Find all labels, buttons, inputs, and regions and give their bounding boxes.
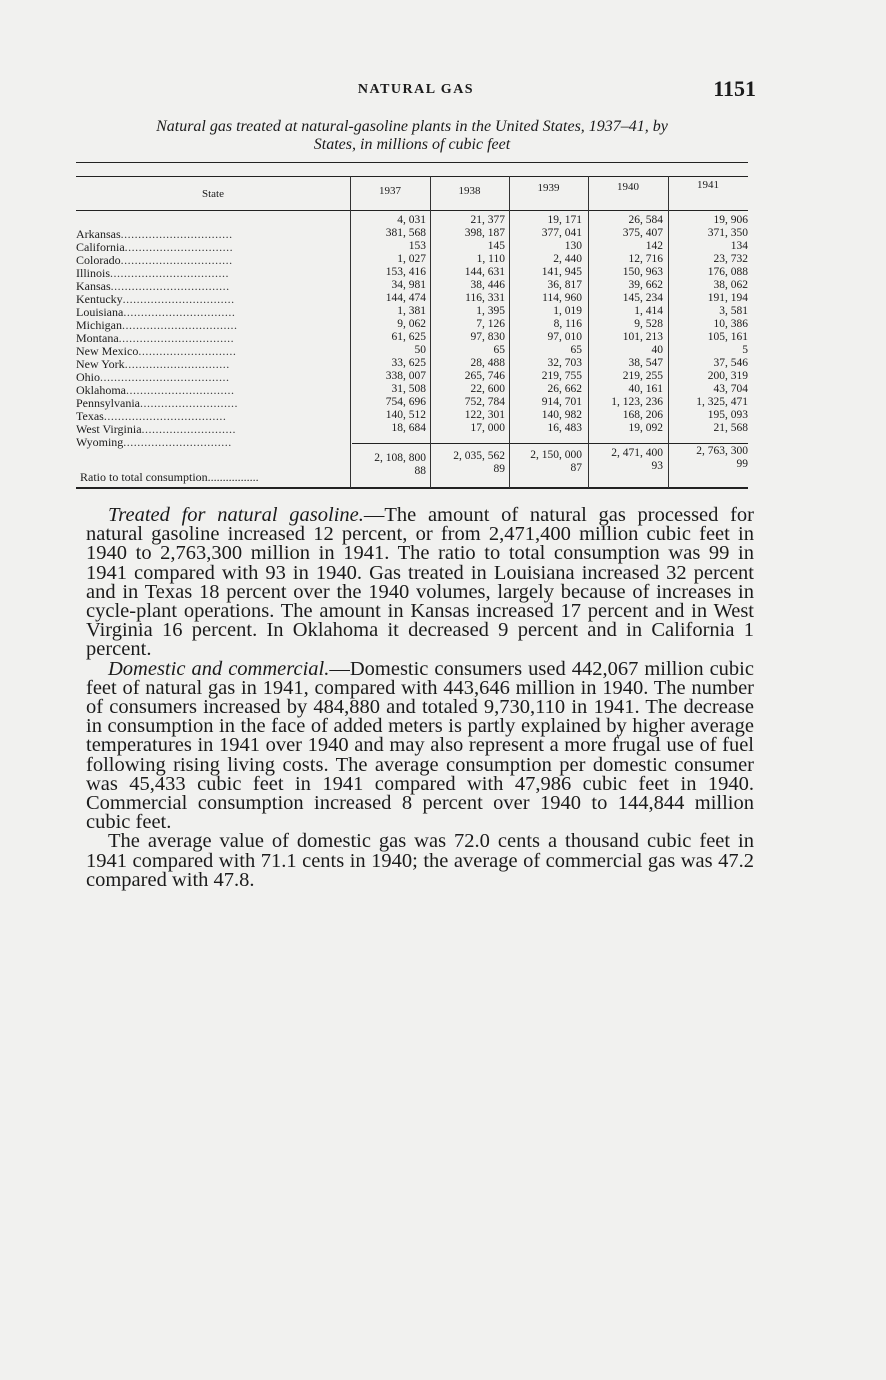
table-cell: 140, 982 [541, 409, 582, 421]
table-cell: 752, 784 [464, 396, 505, 408]
table-cell: 145, 234 [622, 292, 663, 304]
table-cell: 142 [645, 240, 663, 252]
table-cell: 31, 508 [391, 383, 426, 395]
table-cell: 19, 092 [628, 422, 663, 434]
state-name: New Mexico [76, 345, 139, 358]
table-cell: 398, 187 [464, 227, 505, 239]
state-row: Louisiana................................ [76, 306, 236, 319]
table-cell: 40 [651, 344, 663, 356]
state-row: Texas................................... [76, 410, 227, 423]
state-name: Montana [76, 332, 119, 345]
table-cell: 105, 161 [707, 331, 748, 343]
table-cell: 176, 088 [707, 266, 748, 278]
table-cell: 26, 584 [628, 214, 663, 226]
paragraph-text: The average value of domestic gas was 72.0 cents a thousand cubic feet in 1941 compared with 71.1 cents in 1940; the average of commercial gas was 47.2 compared with 47.8. [86, 830, 754, 891]
table-cell: 10, 386 [713, 318, 748, 330]
table-cell: 28, 488 [470, 357, 505, 369]
table-cell: 65 [570, 344, 582, 356]
table-cell: 17, 000 [470, 422, 505, 434]
table-cell: 195, 093 [707, 409, 748, 421]
table-cell: 22, 600 [470, 383, 505, 395]
table-cell: 377, 041 [541, 227, 582, 239]
state-name: Arkansas [76, 228, 121, 241]
table-bottom-rule [76, 487, 748, 489]
table-cell: 134 [730, 240, 748, 252]
state-row: Colorado................................ [76, 254, 233, 267]
table-cell: 1, 019 [553, 305, 582, 317]
state-name: Louisiana [76, 306, 124, 319]
year-header-1938: 1938 [458, 185, 481, 197]
table-cell: 141, 945 [541, 266, 582, 278]
state-name: Illinois [76, 267, 111, 280]
table-cell: 4, 031 [397, 214, 426, 226]
table-cell: 97, 010 [547, 331, 582, 343]
table-cell: 7, 126 [476, 318, 505, 330]
state-row: Michigan................................. [76, 319, 238, 332]
table-cell: 200, 319 [707, 370, 748, 382]
table-cell: 1, 414 [634, 305, 663, 317]
ratio-label-text: Ratio to total consumption [80, 470, 208, 484]
year-header-1940: 1940 [617, 181, 639, 193]
ratio-label: Ratio to total consumption................. [80, 470, 259, 484]
paragraph-text: —Domestic consumers used 442,067 million cubic feet of natural gas in 1941, compared with 443,646 million in 1940. The number of consumers increased by 484,880 and totaled 9,730,110 in 1941. The decrease in consumption in the face of added meters is partly explained by higher average temperatures in 1941 over 1940 and may also represent a more frugal use of fuel following rising living costs. The average consumption per domestic consumer was 45,433 cubic feet in 1941 compared with 47,986 cubic feet in 1940. Commercial consumption increased 8 percent over 1940 to 144,844 million cubic feet. [86, 657, 754, 834]
table-cell: 38, 446 [470, 279, 505, 291]
table-cell: 338, 007 [385, 370, 426, 382]
state-row: New Mexico............................ [76, 345, 237, 358]
state-name: Colorado [76, 254, 121, 267]
state-name: Pennsylvania [76, 397, 140, 410]
header-top-rule [76, 176, 748, 177]
table-cell: 754, 696 [385, 396, 426, 408]
paragraph-average-value [86, 832, 754, 890]
table-cell: 65 [493, 344, 505, 356]
table-cell: 50 [414, 344, 426, 356]
state-row: California............................... [76, 241, 234, 254]
table-cell: 191, 194 [707, 292, 748, 304]
paragraph-natural-gasoline [86, 506, 754, 660]
table-cell: 1, 110 [476, 253, 505, 265]
table-cell: 371, 350 [707, 227, 748, 239]
table-cell: 43, 704 [713, 383, 748, 395]
state-row: Kentucky................................ [76, 293, 235, 306]
table-cell: 18, 684 [391, 422, 426, 434]
state-name: Kansas [76, 280, 111, 293]
state-column [76, 228, 352, 449]
state-row: Wyoming............................... [76, 436, 232, 449]
table-cell: 375, 407 [622, 227, 663, 239]
running-title: NATURAL GAS [357, 82, 475, 97]
state-name: West Virginia [76, 423, 142, 436]
table-cell: 8, 116 [553, 318, 582, 330]
state-name: Ohio [76, 371, 100, 384]
header-bottom-rule [76, 210, 748, 211]
table-cell: 116, 331 [465, 292, 505, 304]
table-cell: 16, 483 [547, 422, 582, 434]
ratio-1937: 88 [414, 465, 426, 477]
table-cell: 144, 474 [385, 292, 426, 304]
page-number: 1151 [713, 76, 756, 101]
state-name: California [76, 241, 125, 254]
table-caption-line-2: States, in millions of cubic feet [313, 136, 511, 153]
state-name: Oklahoma [76, 384, 126, 397]
state-row: New York.............................. [76, 358, 230, 371]
table-cell: 1, 395 [476, 305, 505, 317]
table-cell: 114, 960 [542, 292, 582, 304]
table-cell: 2, 440 [553, 253, 582, 265]
table-cell: 1, 381 [397, 305, 426, 317]
table-cell: 381, 568 [385, 227, 426, 239]
table-caption-line-1: Natural gas treated at natural-gasoline plants in the United States, 1937–41, by [156, 118, 668, 135]
table-cell: 21, 377 [470, 214, 505, 226]
year-header-1937: 1937 [379, 185, 401, 197]
state-row: Ohio..................................... [76, 371, 230, 384]
state-row: West Virginia........................... [76, 423, 237, 436]
total-1941: 2, 763, 300 [696, 445, 748, 457]
values-column-1941 [668, 214, 748, 435]
table-cell: 9, 528 [634, 318, 663, 330]
table-cell: 3, 581 [719, 305, 748, 317]
table-cell: 38, 547 [628, 357, 663, 369]
table-cell: 33, 625 [391, 357, 426, 369]
table-cell: 1, 123, 236 [611, 396, 663, 408]
table-cell: 23, 732 [713, 253, 748, 265]
ratio-1941: 99 [736, 458, 748, 470]
year-header-1941: 1941 [697, 179, 719, 191]
stub-header: State [202, 188, 224, 200]
state-name: Wyoming [76, 436, 124, 449]
year-header-1939: 1939 [537, 182, 560, 194]
running-head [76, 76, 756, 106]
state-name: New York [76, 358, 125, 371]
table-cell: 1, 325, 471 [696, 396, 748, 408]
table-cell: 38, 062 [713, 279, 748, 291]
table-cell: 19, 171 [547, 214, 582, 226]
table-cell: 153 [408, 240, 426, 252]
table-cell: 219, 755 [541, 370, 582, 382]
table-cell: 34, 981 [391, 279, 426, 291]
table-cell: 36, 817 [547, 279, 582, 291]
paragraph-text: —The amount of natural gas processed for natural gasoline increased 12 percent, or from 2,471,400 million cubic feet in 1940 to 2,763,300 million in 1941. The ratio to total consumption was 99 in 1941 compared with 93 in 1940. Gas treated in Louisiana increased 32 percent and in Texas 18 percent over the 1940 volumes, largely because of increases in cycle-plant operations. The amount in Kansas increased 17 percent and in West Virginia 16 percent. In Oklahoma it decreased 9 percent and in California 1 percent. [86, 504, 754, 661]
body-text [86, 506, 754, 890]
paragraph-domestic-commercial [86, 657, 754, 834]
table-cell: 61, 625 [391, 331, 426, 343]
table-cell: 19, 906 [713, 214, 748, 226]
values-column-1939 [509, 214, 582, 435]
table-cell: 1, 027 [397, 253, 426, 265]
table-cell: 130 [564, 240, 582, 252]
state-row: Montana................................. [76, 332, 235, 345]
table-cell: 21, 568 [713, 422, 748, 434]
table-cell: 150, 963 [622, 266, 663, 278]
table-cell: 37, 546 [713, 357, 748, 369]
state-row: Arkansas................................ [76, 228, 233, 241]
table-cell: 9, 062 [397, 318, 426, 330]
ratio-1939: 87 [570, 462, 582, 474]
table-cell: 145 [487, 240, 505, 252]
table-cell: 265, 746 [464, 370, 505, 382]
total-1939: 2, 150, 000 [530, 449, 582, 461]
values-column-1940 [588, 214, 663, 435]
values-column-1937 [350, 214, 426, 435]
table-caption [72, 118, 752, 154]
table-cell: 97, 830 [470, 331, 505, 343]
state-row: Kansas.................................. [76, 280, 230, 293]
table-cell: 39, 662 [628, 279, 663, 291]
values-column-1938 [430, 214, 505, 435]
state-row: Oklahoma............................... [76, 384, 235, 397]
ratio-1938: 89 [493, 463, 505, 475]
ratio-1940: 93 [651, 460, 663, 472]
state-row: Illinois.................................. [76, 267, 230, 280]
table-cell: 32, 703 [547, 357, 582, 369]
table-cell: 5 [742, 344, 748, 356]
paragraph-lead: Domestic and commercial. [108, 657, 330, 680]
paragraph-lead: Treated for natural gasoline. [108, 504, 364, 526]
table-cell: 168, 206 [622, 409, 663, 421]
table-top-rule [76, 162, 748, 163]
total-1938: 2, 035, 562 [453, 450, 505, 462]
state-name: Kentucky [76, 293, 123, 306]
table-cell: 101, 213 [622, 331, 663, 343]
table-cell: 122, 301 [464, 409, 505, 421]
table-cell: 40, 161 [628, 383, 663, 395]
total-1940: 2, 471, 400 [611, 447, 663, 459]
total-1937: 2, 108, 800 [374, 452, 426, 464]
state-name: Michigan [76, 319, 122, 332]
table-cell: 914, 701 [541, 396, 582, 408]
table-cell: 26, 662 [547, 383, 582, 395]
table-cell: 153, 416 [385, 266, 426, 278]
state-row: Pennsylvania............................ [76, 397, 238, 410]
table-cell: 140, 512 [385, 409, 426, 421]
table-cell: 12, 716 [628, 253, 663, 265]
table-cell: 144, 631 [464, 266, 505, 278]
table-cell: 219, 255 [622, 370, 663, 382]
total-rule [352, 443, 748, 444]
state-name: Texas [76, 410, 104, 423]
